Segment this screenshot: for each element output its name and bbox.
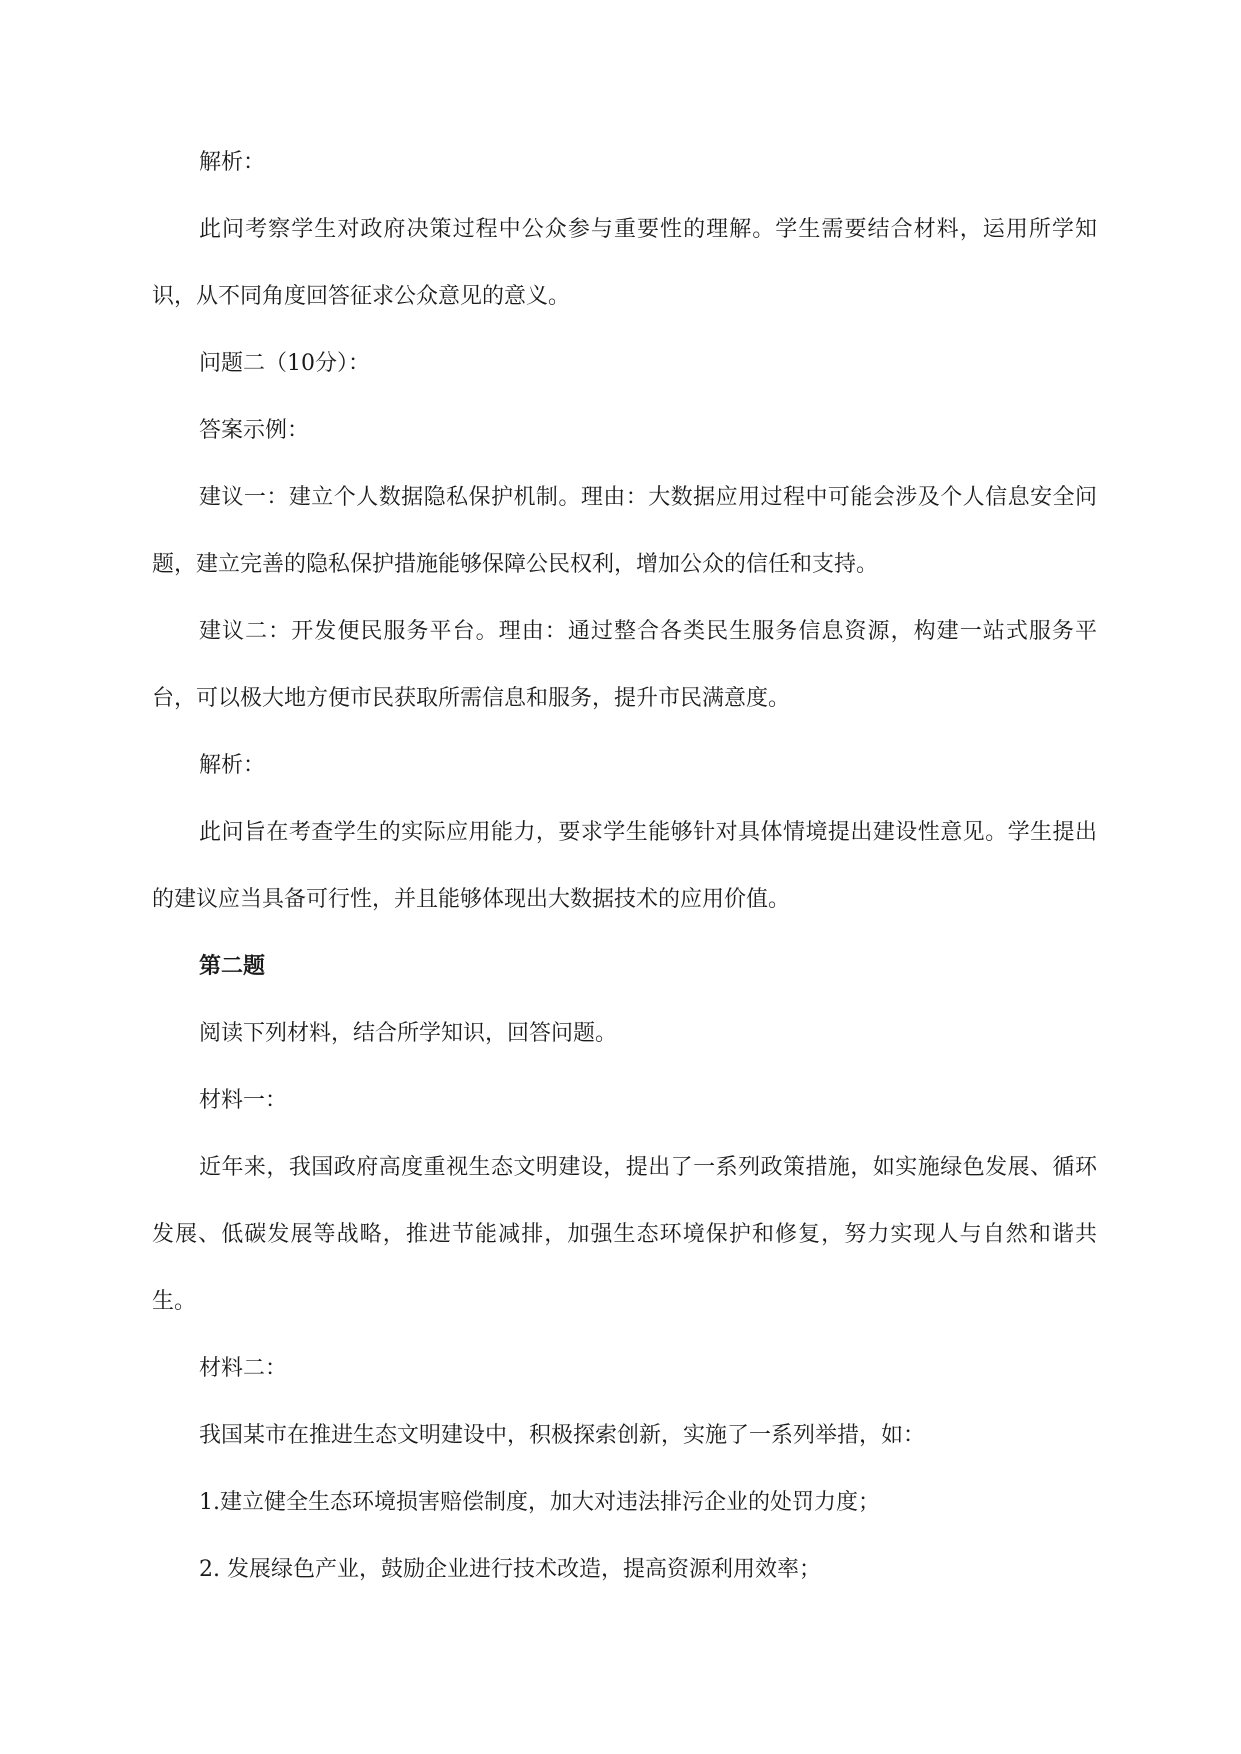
measure-item-1: 1.建立健全生态环境损害赔偿制度，加大对违法排污企业的处罚力度； [199, 1490, 880, 1515]
material-two-label: 材料二： [199, 1356, 288, 1381]
suggestion-one-paragraph: 建议一：建立个人数据隐私保护机制。理由：大数据应用过程中可能会涉及个人信息安全问题，建立完善的隐私保护措施能够保障公民权利，增加公众的信任和支持。 [152, 485, 1097, 577]
section-title-question-two: 第二题 [199, 953, 266, 979]
analysis-heading-1: 解析： [199, 150, 266, 175]
suggestion-two-paragraph: 建议二：开发便民服务平台。理由：通过整合各类民生服务信息资源，构建一站式服务平台，可以极大地方便市民获取所需信息和服务，提升市民满意度。 [152, 619, 1097, 711]
material-one-label: 材料一： [199, 1088, 288, 1113]
answer-example-label: 答案示例： [199, 418, 310, 443]
material-two-intro: 我国某市在推进生态文明建设中，积极探索创新，实施了一系列举措，如： [199, 1423, 926, 1448]
analysis-paragraph-1: 此问考察学生对政府决策过程中公众参与重要性的理解。学生需要结合材料，运用所学知识，从不同角度回答征求公众意见的意义。 [152, 217, 1097, 309]
material-one-paragraph: 近年来，我国政府高度重视生态文明建设，提出了一系列政策措施，如实施绿色发展、循环发展、低碳发展等战略，推进节能减排，加强生态环境保护和修复，努力实现人与自然和谐共生。 [152, 1155, 1097, 1314]
instruction-paragraph: 阅读下列材料，结合所学知识，回答问题。 [199, 1021, 618, 1046]
analysis-heading-2: 解析： [199, 753, 266, 778]
analysis-paragraph-2: 此问旨在考查学生的实际应用能力，要求学生能够针对具体情境提出建设性意见。学生提出的建议应当具备可行性，并且能够体现出大数据技术的应用价值。 [152, 820, 1097, 912]
question-two-heading: 问题二（10分）： [199, 351, 370, 376]
measure-item-2: 2. 发展绿色产业，鼓励企业进行技术改造，提高资源利用效率； [199, 1557, 821, 1582]
